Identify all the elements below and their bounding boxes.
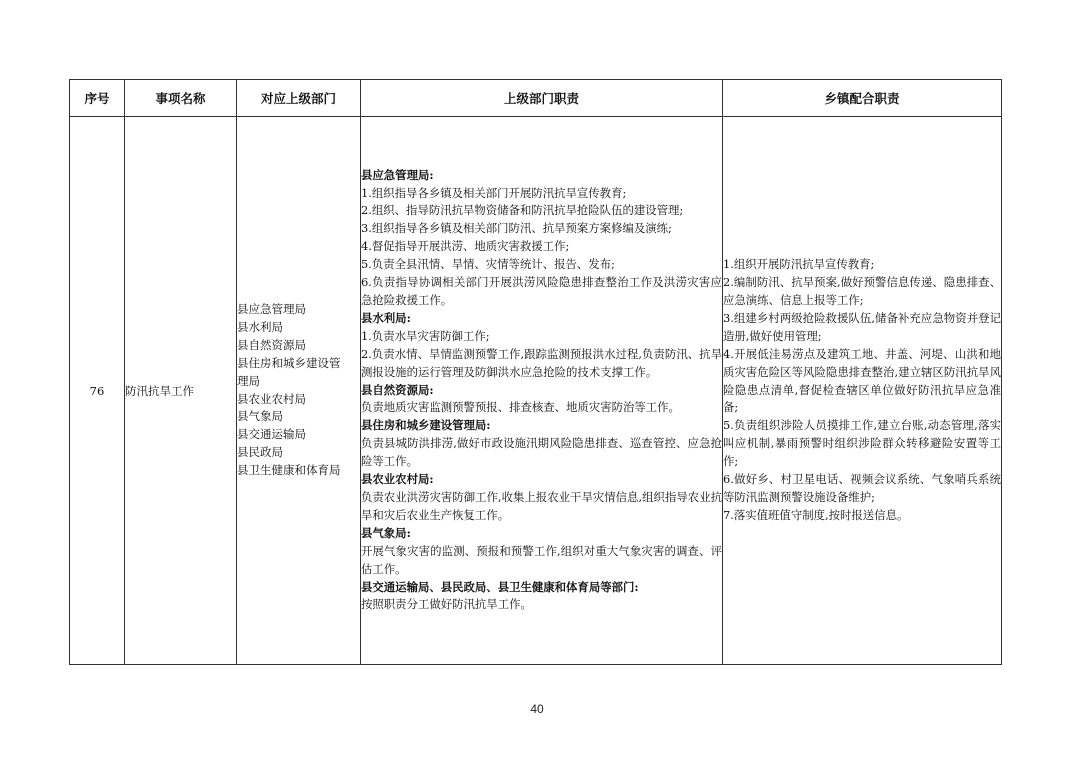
duty-text: 2.组织、指导防汛抗旱物资储备和防汛抗旱抢险队伍的建设管理;: [361, 203, 684, 218]
duty-text: 负责地质灾害监测预警预报、排查核查、地质灾害防治等工作。: [361, 400, 680, 415]
duty-text: 2.负责水情、旱情监测预警工作,跟踪监测预报洪水过程,负责防汛、抗旱测报设施的运行管理及防御洪水应急抢险的技术支撑工作。: [361, 346, 722, 379]
town-duty-text: 1.组织开展防汛抗旱宣传教育;: [723, 257, 875, 272]
duty-table: [69, 79, 1002, 665]
town-duty-text: 5.负责组织涉险人员摸排工作,建立台账,动态管理,落实叫应机制,暴雨预警时组织涉险群众转移避险安置等工作;: [723, 418, 1001, 469]
duty-text: 按照职责分工做好防汛抗旱工作。: [361, 597, 532, 612]
dept-line: 县应急管理局: [237, 301, 306, 316]
header-row: [70, 80, 1002, 117]
duty-heading: 县应急管理局:: [361, 167, 434, 182]
dept-line: 县交通运输局: [237, 427, 306, 442]
header-town-duties: 乡镇配合职责: [723, 80, 1002, 117]
duty-text: 6.负责指导协调相关部门开展洪涝风险隐患排查整治工作及洪涝灾害应急抢险救援工作。: [361, 275, 722, 308]
header-upper-dept: 对应上级部门: [237, 80, 361, 117]
town-duty-text: 2.编制防汛、抗旱预案,做好预警信息传递、隐患排查、应急演练、信息上报等工作;: [723, 275, 1001, 308]
duty-text: 1.负责水旱灾害防御工作;: [361, 328, 490, 343]
dept-line: 县住房和城乡建设管: [237, 355, 341, 370]
header-upper-duties: 上级部门职责: [361, 80, 723, 117]
dept-line: 县农业农村局: [237, 391, 306, 406]
serial-no-cell: 76: [70, 117, 125, 665]
dept-line: 县气象局: [237, 409, 283, 424]
duty-text: 1.组织指导各乡镇及相关部门开展防汛抗旱宣传教育;: [361, 185, 627, 200]
town-duty-text: 6.做好乡、村卫星电话、视频会议系统、气象哨兵系统等防汛监测预警设施设备维护;: [723, 472, 1001, 504]
town-duties-cell: [723, 117, 1002, 665]
duty-heading: 县交通运输局、县民政局、县卫生健康和体育局等部门:: [361, 579, 639, 594]
duty-text: 3.组织指导各乡镇及相关部门防汛、抗旱预案方案修编及演练;: [361, 221, 672, 236]
duty-text: 负责农业洪涝灾害防御工作,收集上报农业干旱灾情信息,组织指导农业抗旱和灾后农业生产恢复工作。: [361, 489, 722, 522]
dept-line: 县民政局: [237, 445, 283, 460]
duty-text: 负责县城防洪排涝,做好市政设施汛期风险隐患排查、巡查管控、应急抢险等工作。: [361, 436, 722, 469]
header-item-name: 事项名称: [125, 80, 237, 117]
upper-duties-cell: [361, 117, 723, 665]
duty-text: 5.负责全县汛情、旱情、灾情等统计、报告、发布;: [361, 257, 615, 272]
town-duty-text: 7.落实值班值守制度,按时报送信息。: [723, 507, 909, 522]
upper-dept-cell: [237, 117, 361, 665]
dept-line: 县卫生健康和体育局: [237, 463, 341, 478]
town-duty-text: 3.组建乡村两级抢险救援队伍,储备补充应急物资并登记造册,做好使用管理;: [723, 310, 1001, 343]
duty-heading: 县气象局:: [361, 525, 411, 540]
dept-line: 县自然资源局: [237, 337, 306, 352]
item-name-cell: 防汛抗旱工作: [125, 117, 237, 665]
page-number: 40: [530, 702, 544, 716]
duty-heading: 县水利局:: [361, 310, 411, 325]
duty-heading: 县住房和城乡建设管理局:: [361, 418, 491, 433]
dept-line: 县水利局: [237, 319, 283, 334]
header-serial-no: 序号: [70, 80, 125, 117]
duty-heading: 县农业农村局:: [361, 472, 434, 487]
table-row: [70, 117, 1002, 665]
duty-text: 开展气象灾害的监测、预报和预警工作,组织对重大气象灾害的调查、评估工作。: [361, 543, 722, 576]
dept-line: 理局: [237, 373, 260, 388]
duty-heading: 县自然资源局:: [361, 382, 434, 397]
duty-text: 4.督促指导开展洪涝、地质灾害救援工作;: [361, 239, 570, 254]
town-duty-text: 4.开展低洼易涝点及建筑工地、井盖、河堤、山洪和地质灾害危险区等风险隐患排查整治,建立辖区防汛抗旱风险隐患点清单,督促检查辖区单位做好防汛抗旱应急准备;: [723, 346, 1001, 415]
